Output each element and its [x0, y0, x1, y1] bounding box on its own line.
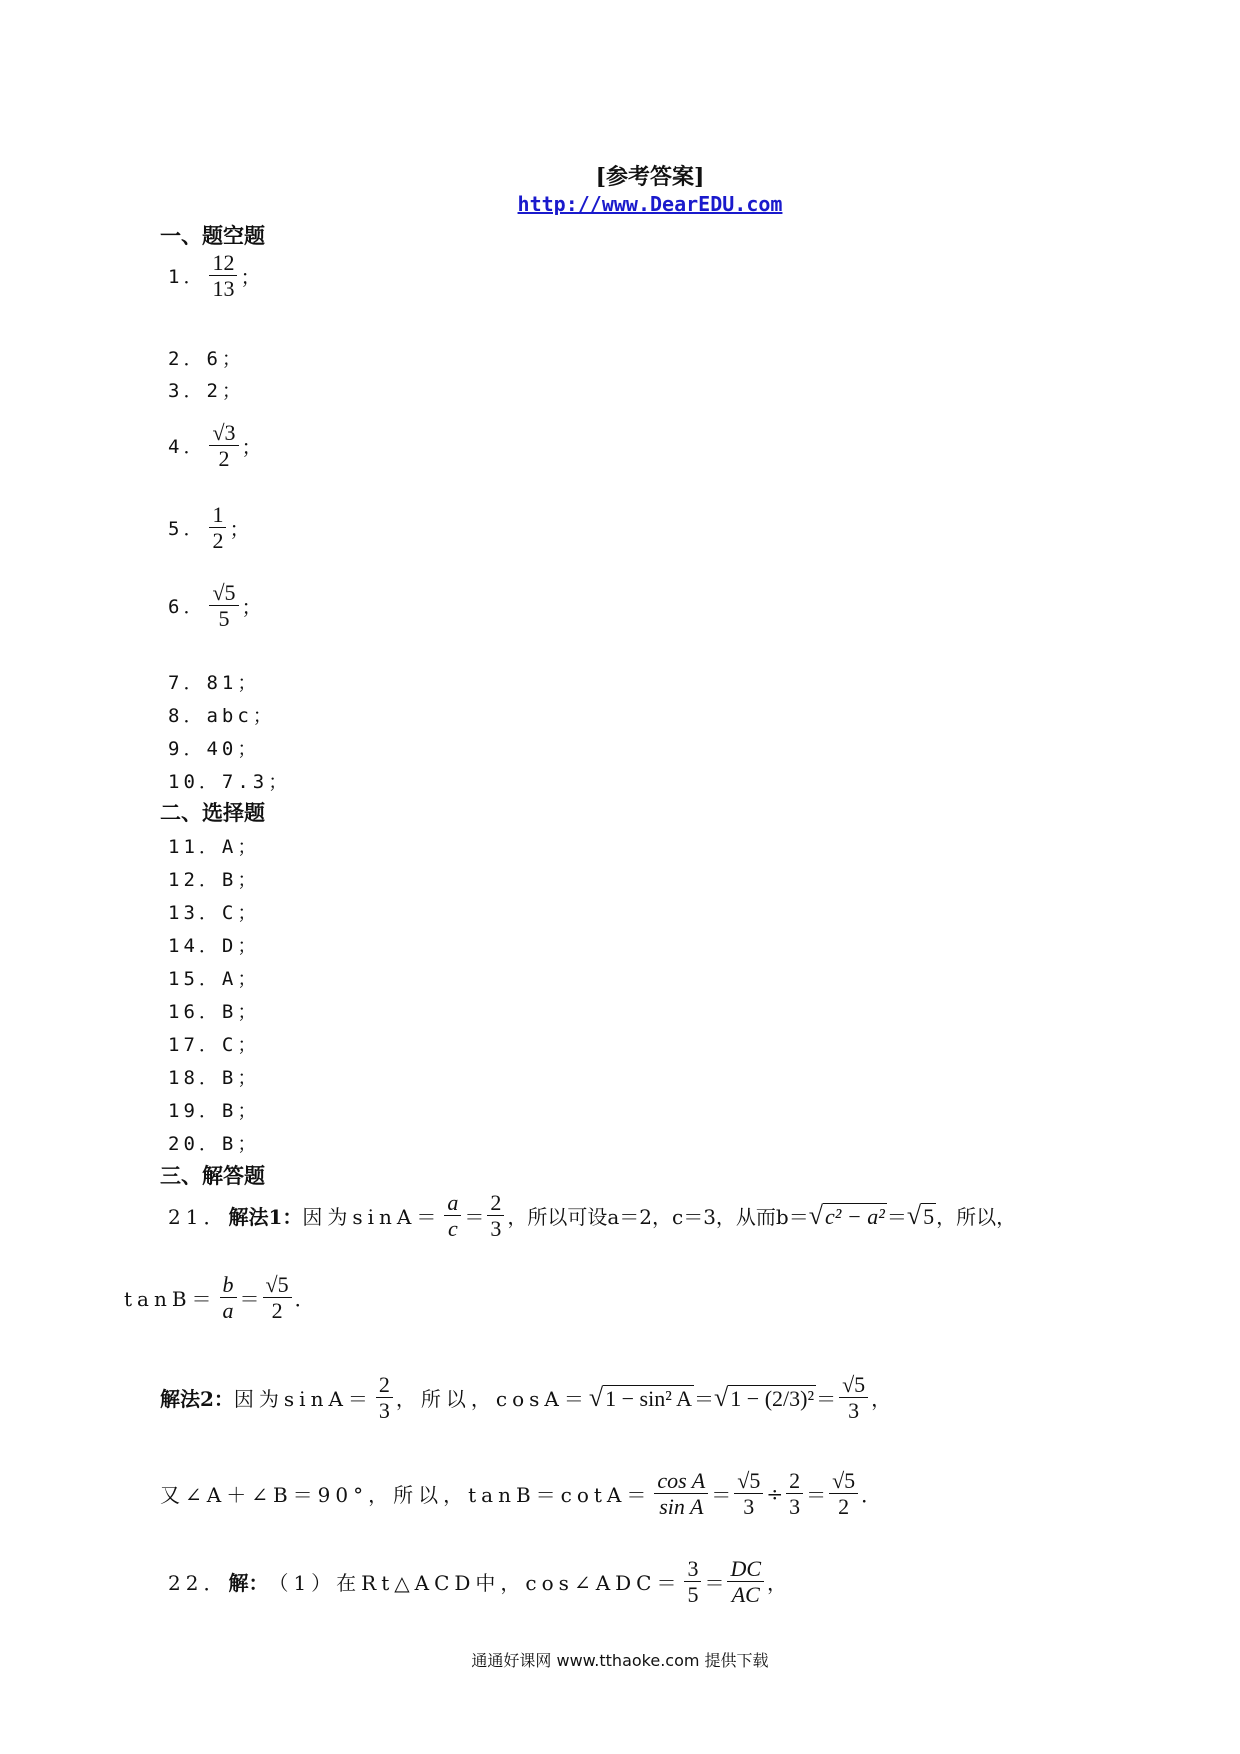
- method-label: 解法2：: [160, 1387, 234, 1412]
- answer-11: 11．A；: [168, 836, 261, 858]
- q21-method1-line2: [124, 1272, 315, 1324]
- equals: ＝: [711, 1483, 732, 1508]
- answer-12: 12．B；: [168, 869, 261, 891]
- period: ．: [861, 1483, 882, 1508]
- text: ，: [871, 1387, 892, 1412]
- answer-6: [168, 580, 262, 632]
- fraction-sqrt5-over-3: $\frac{√5}{3}$: [734, 1468, 763, 1520]
- text: ，所以，: [936, 1205, 1017, 1230]
- fraction-a-over-c: $\frac{a}{c}$: [444, 1190, 461, 1242]
- equals: ＝: [704, 1571, 725, 1596]
- section-solution-title: 三、解答题: [160, 1163, 265, 1188]
- fraction: $\frac{1}{2}$: [209, 502, 226, 554]
- answer-number: 4．: [168, 436, 207, 459]
- method-label: 解法1：: [228, 1205, 303, 1230]
- equals: ＝: [816, 1387, 837, 1412]
- fraction-sqrt5-over-2: $\frac{√5}{2}$: [829, 1468, 858, 1520]
- equals: ＝: [464, 1205, 485, 1230]
- page-footer: 通通好课网 www.tthaoke.com 提供下载: [471, 1651, 769, 1670]
- answer-number: 1．: [168, 266, 207, 289]
- q22-line1: [168, 1556, 787, 1608]
- text: ，所以可设a＝2，c＝3，从而b＝: [507, 1205, 809, 1230]
- fraction-dc-over-ac: $\frac{DC}{AC}$: [727, 1556, 764, 1608]
- q21-method1-line1: [168, 1190, 1016, 1242]
- text: 又∠A＋∠B＝90°，所以，tanB＝cotA＝: [160, 1483, 652, 1508]
- answer-end: ；: [240, 265, 261, 290]
- answer-end: ；: [229, 517, 250, 542]
- answer-13: 13．C；: [168, 902, 261, 924]
- solve-label: 解：: [228, 1571, 269, 1596]
- answer-2: 2．6；: [168, 348, 245, 370]
- text: tanB＝: [124, 1287, 217, 1312]
- text: ，所以，cosA＝: [395, 1387, 589, 1412]
- answer-number: 6．: [168, 596, 207, 619]
- answer-17: 17．C；: [168, 1034, 261, 1056]
- answer-14: 14．D；: [168, 935, 261, 957]
- divide: ÷: [766, 1481, 784, 1506]
- fraction-cos-over-sin: $\frac{\text{cos A}}{\text{sin A}}$: [654, 1468, 708, 1520]
- sqrt-c2-a2: √c² − a²: [808, 1200, 885, 1230]
- answer-end: ；: [241, 595, 262, 620]
- section-choice-title: 二、选择题: [160, 800, 265, 825]
- answer-8: 8．abc；: [168, 705, 276, 727]
- sqrt-1-two-thirds-squared: √1 − (2/3)²: [714, 1382, 815, 1412]
- answer-1: [168, 250, 260, 302]
- equals: ＝: [886, 1205, 907, 1230]
- question-number: 22．: [168, 1571, 229, 1596]
- equals: ＝: [806, 1483, 827, 1508]
- answer-10: 10．7.3；: [168, 771, 292, 793]
- fraction-2-over-3: $\frac{2}{3}$: [376, 1372, 393, 1424]
- text: 因为sinA＝: [233, 1387, 373, 1412]
- fraction-2-over-3: $\frac{2}{3}$: [487, 1190, 504, 1242]
- answer-15: 15．A；: [168, 968, 261, 990]
- text: 因为sinA＝: [302, 1205, 442, 1230]
- period: ．: [294, 1287, 315, 1312]
- equals: ＝: [239, 1287, 260, 1312]
- sqrt-5: √5: [906, 1200, 935, 1230]
- fraction-sqrt5-over-2: $\frac{√5}{2}$: [263, 1272, 292, 1324]
- question-number: 21．: [168, 1205, 229, 1230]
- answer-19: 19．B；: [168, 1100, 261, 1122]
- fraction: $\frac{√3}{2}$: [209, 420, 238, 472]
- answer-16: 16．B；: [168, 1001, 261, 1023]
- section-fill-in-title: 一、题空题: [160, 223, 265, 248]
- answer-7: 7．81；: [168, 672, 261, 694]
- fraction: $\frac{12}{13}$: [209, 250, 237, 302]
- fraction: $\frac{√5}{5}$: [209, 580, 238, 632]
- fraction-2-over-3: $\frac{2}{3}$: [786, 1468, 803, 1520]
- text: ，: [767, 1571, 788, 1596]
- fraction-sqrt5-over-3: $\frac{√5}{3}$: [839, 1372, 868, 1424]
- answer-4: [168, 420, 262, 472]
- source-link[interactable]: http://www.DearEDU.com: [517, 192, 783, 216]
- answer-18: 18．B；: [168, 1067, 261, 1089]
- q21-method2-line2: [160, 1468, 881, 1520]
- answer-5: [168, 502, 249, 554]
- page-title: [参考答案]: [595, 164, 705, 190]
- fraction-b-over-a: $\frac{b}{a}$: [220, 1272, 237, 1324]
- answer-number: 5．: [168, 518, 207, 541]
- fraction-3-over-5: $\frac{3}{5}$: [684, 1556, 701, 1608]
- answer-3: 3．2；: [168, 380, 245, 402]
- answer-9: 9．40；: [168, 738, 261, 760]
- answer-20: 20．B；: [168, 1133, 261, 1155]
- q21-method2-line1: [160, 1372, 891, 1424]
- sqrt-1-sin2a: √1 − sin² A: [588, 1382, 692, 1412]
- answer-end: ；: [241, 435, 262, 460]
- text: （1）在Rt△ACD中，cos∠ADC＝: [268, 1571, 682, 1596]
- equals: ＝: [694, 1387, 714, 1412]
